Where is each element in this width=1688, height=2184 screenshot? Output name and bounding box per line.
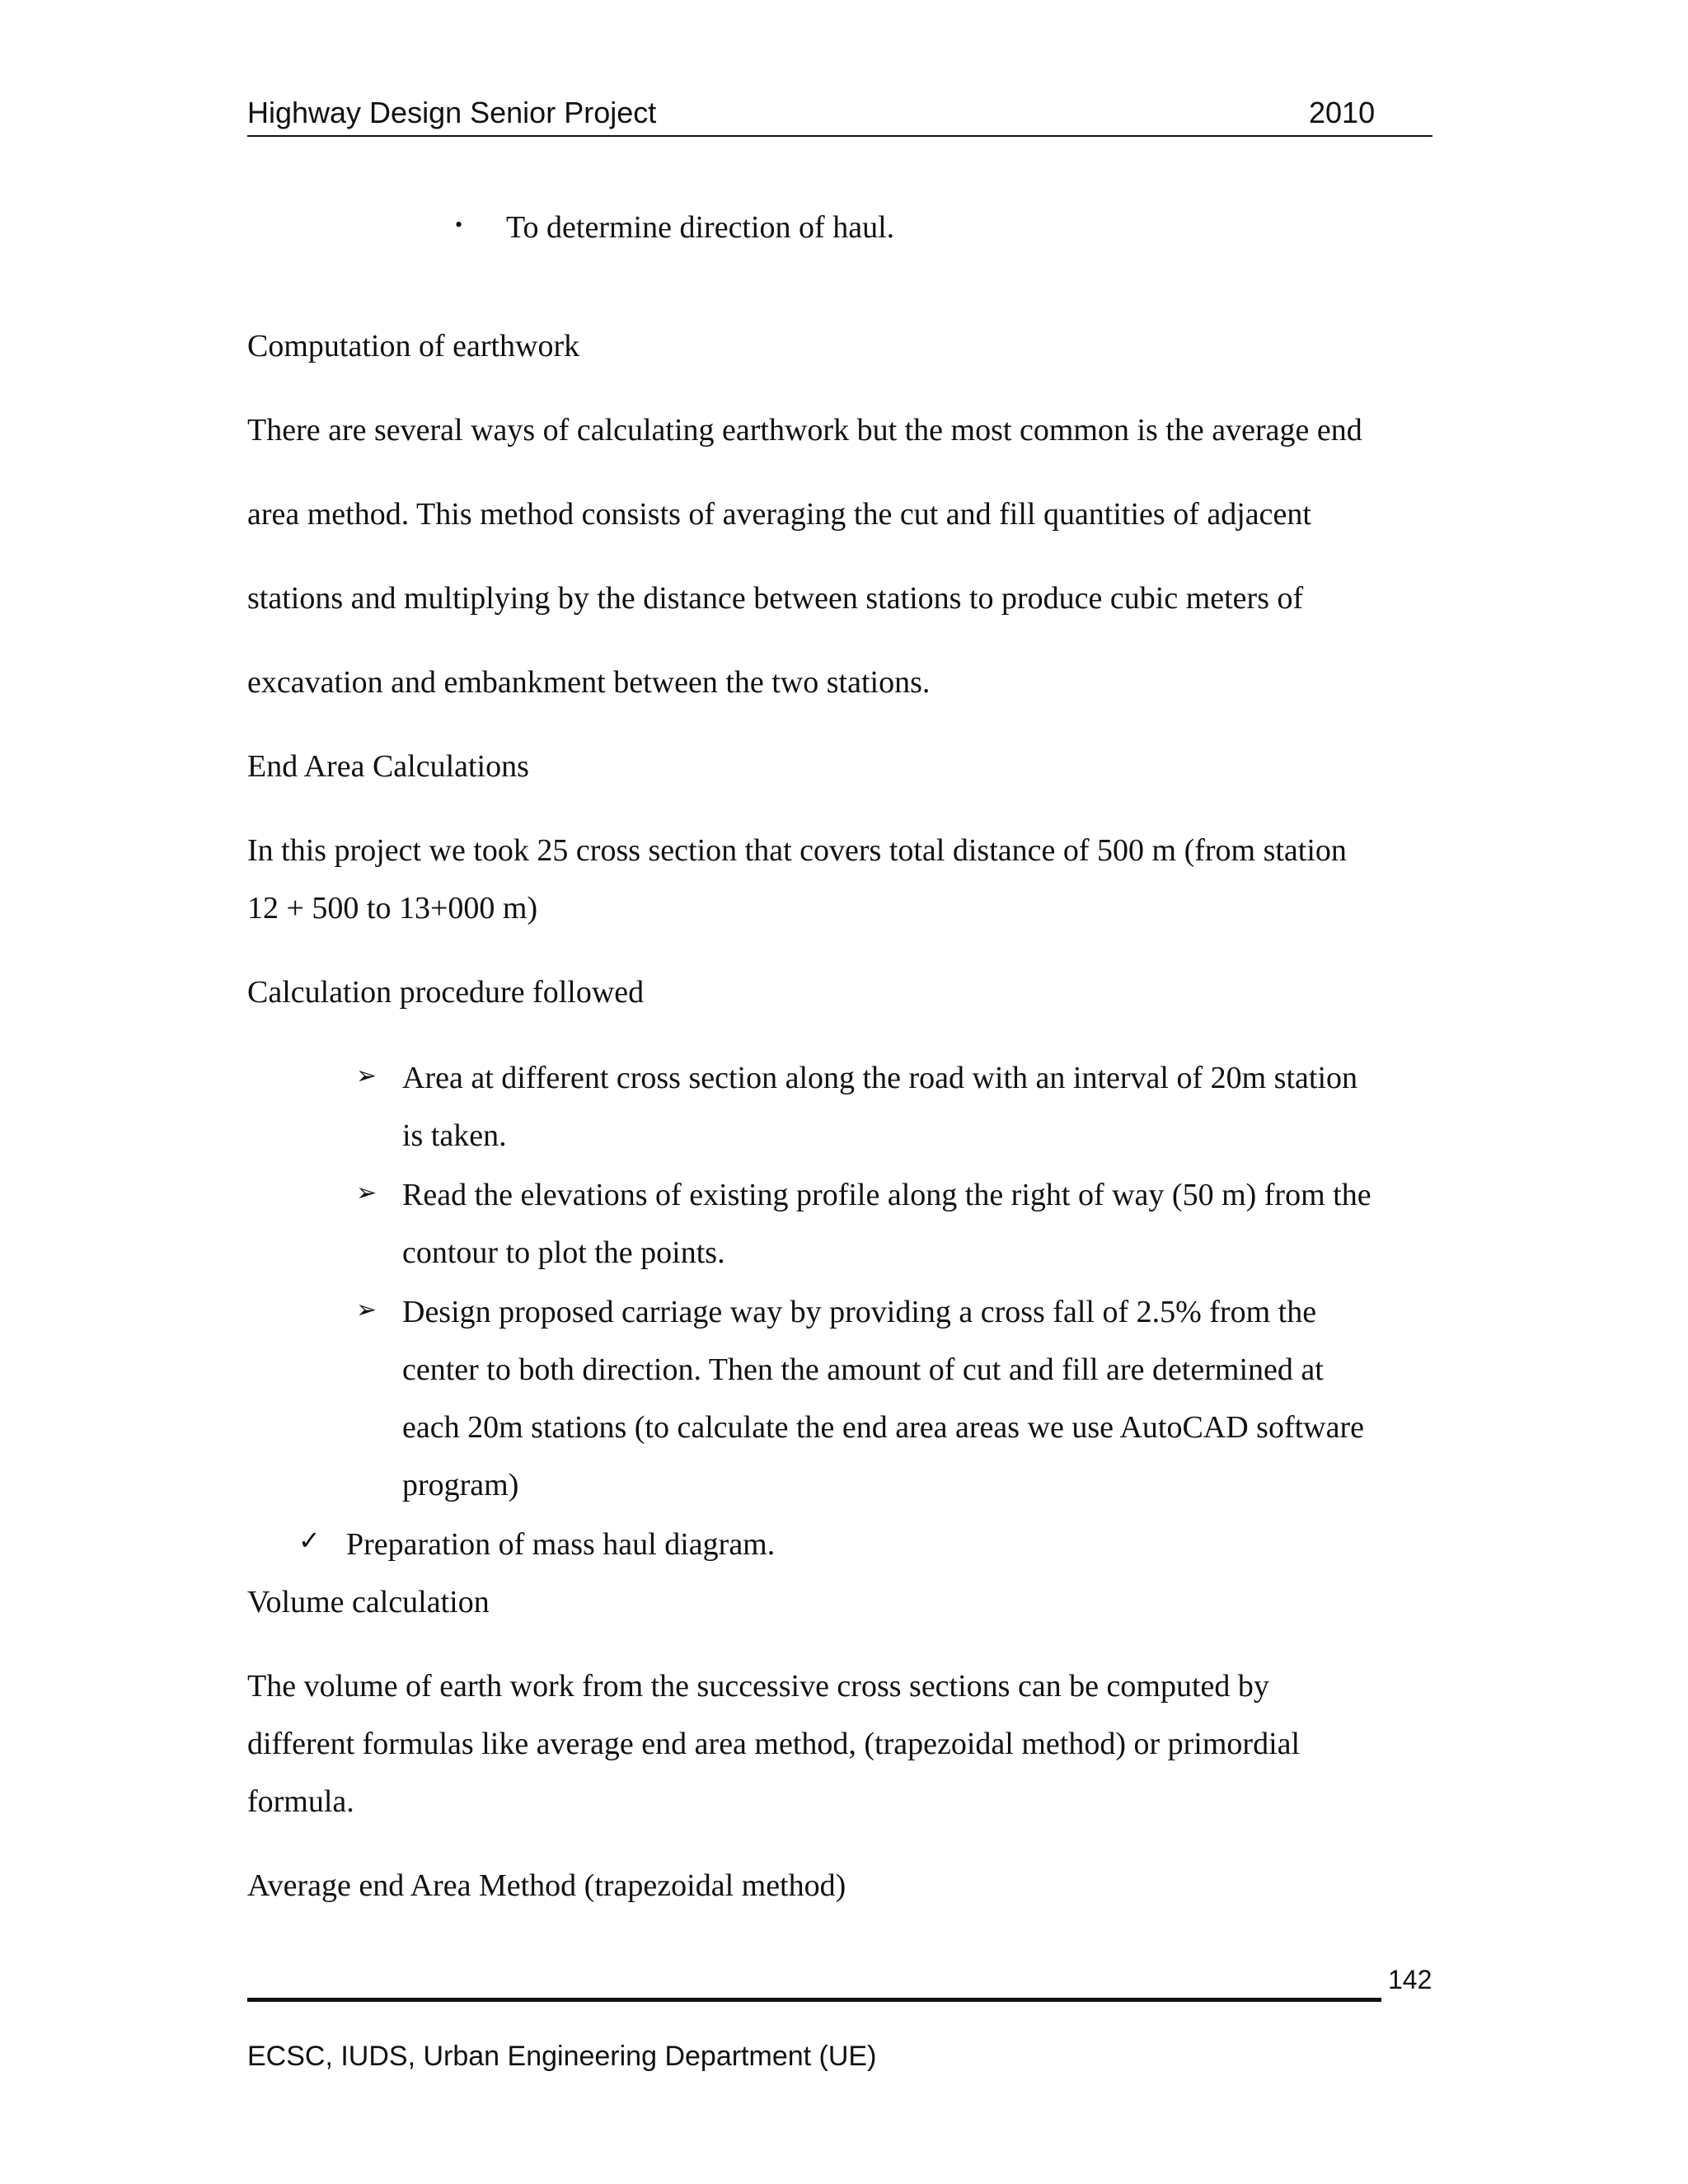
section-heading-end-area: End Area Calculations [247,749,529,784]
procedure-item-line: Design proposed carriage way by providing a cross fall of 2.5% from the [402,1295,1317,1329]
arrow-bullet-icon: ➢ [356,1062,377,1090]
arrow-bullet-icon: ➢ [356,1179,377,1207]
procedure-item-line: contour to plot the points. [402,1235,725,1270]
section-heading-volume: Volume calculation [247,1585,490,1619]
procedure-item-line: Area at different cross section along the road with an interval of 20m station [402,1061,1357,1095]
section-heading-average-end-area: Average end Area Method (trapezoidal method) [247,1868,846,1903]
paragraph-line: formula. [247,1784,354,1819]
paragraph-line: There are several ways of calculating earthwork but the most common is the average end [247,413,1362,448]
paragraph-line: In this project we took 25 cross section that covers total distance of 500 m (from station [247,833,1347,868]
paragraph-line: 12 + 500 to 13+000 m) [247,891,538,926]
header-divider [247,135,1432,137]
paragraph-line: The volume of earth work from the successive cross sections can be computed by [247,1669,1269,1704]
footer-text: ECSC, IUDS, Urban Engineering Department (UE) [247,2041,877,2072]
header-title: Highway Design Senior Project [247,96,657,129]
footer-divider [247,1998,1381,2002]
paragraph-line: area method. This method consists of averaging the cut and fill quantities of adjacent [247,497,1311,532]
procedure-item-line: each 20m stations (to calculate the end area areas we use AutoCAD software [402,1410,1364,1445]
paragraph-line: excavation and embankment between the two stations. [247,665,931,700]
procedure-item-line: program) [402,1468,519,1502]
section-heading-procedure: Calculation procedure followed [247,975,645,1010]
paragraph-line: different formulas like average end area method, (trapezoidal method) or primordial [247,1727,1301,1761]
page-number: 142 [1388,1965,1432,1994]
bullet-text: To determine direction of haul. [506,210,895,245]
check-item-text: Preparation of mass haul diagram. [346,1527,776,1562]
checkmark-icon: ✓ [298,1525,321,1556]
arrow-bullet-icon: ➢ [356,1296,377,1324]
procedure-item-line: is taken. [402,1118,507,1153]
bullet-dot-icon: • [455,213,463,237]
procedure-item-line: center to both direction. Then the amount of cut and fill are determined at [402,1352,1324,1387]
section-heading-computation: Computation of earthwork [247,329,580,363]
header-year: 2010 [1309,96,1376,129]
procedure-item-line: Read the elevations of existing profile along the right of way (50 m) from the [402,1178,1372,1212]
paragraph-line: stations and multiplying by the distance between stations to produce cubic meters of [247,581,1304,616]
